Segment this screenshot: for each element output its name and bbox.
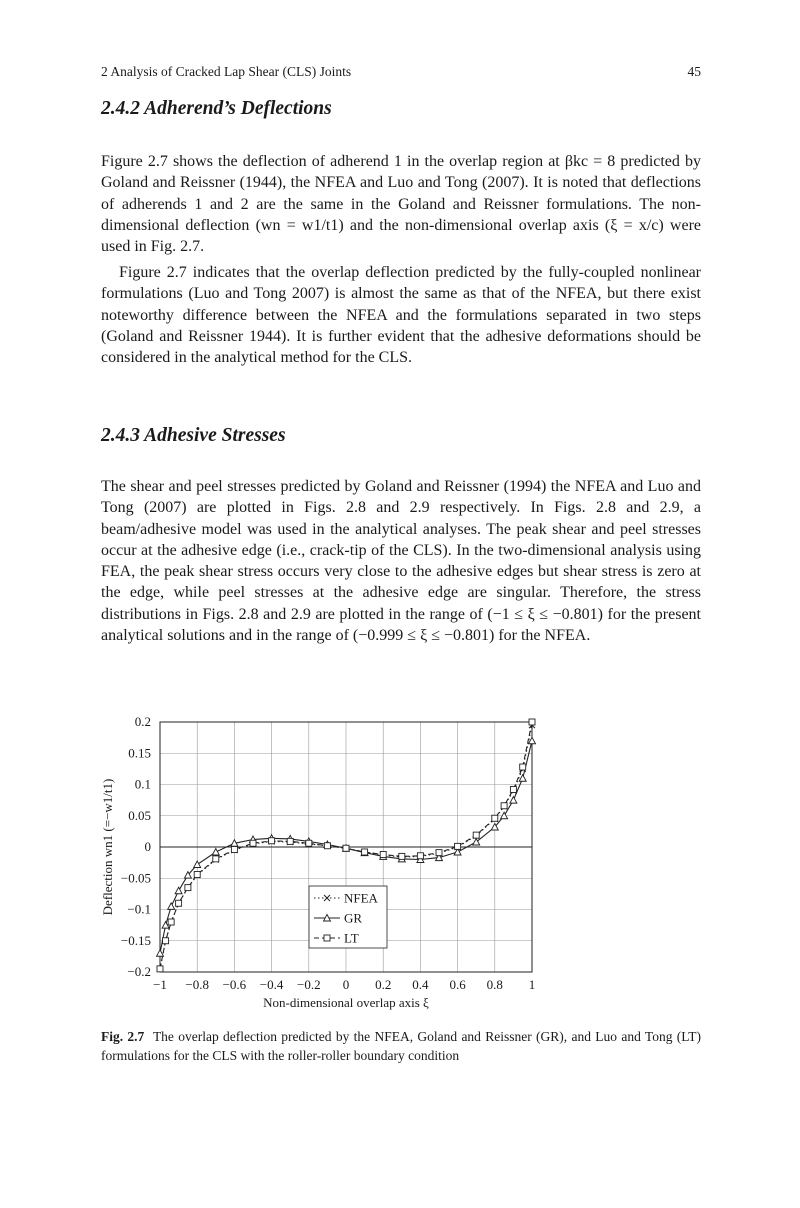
x-tick-label: 0.4 [412,977,429,992]
data-point-lt [231,847,237,853]
y-tick-label: 0.1 [134,776,151,792]
x-tick-label: −1 [153,977,167,992]
x-tick-label: 1 [528,977,536,992]
data-point-gr [212,849,219,856]
chart-legend [309,886,387,948]
y-tick-label: −0.2 [127,964,151,979]
running-title: 2 Analysis of Cracked Lap Shear (CLS) Joints [101,64,352,79]
legend-label-nfea: NFEA [344,890,378,906]
data-point-lt [324,843,330,849]
data-point-lt [501,803,507,809]
y-tick-label: 0.15 [128,745,151,761]
data-point-lt [157,966,163,972]
data-point-lt [176,900,182,906]
data-point-gr [194,861,201,868]
section-heading-deflections: 2.4.2 Adherend’s Deflections [101,98,332,119]
deflection-chart [90,710,560,1020]
x-tick-label: 0 [342,977,350,992]
legend-label-lt: LT [344,930,359,946]
data-point-gr [168,903,175,910]
data-point-lt [343,845,349,851]
x-tick-label: −0.4 [259,977,284,992]
data-point-gr [157,950,164,957]
x-axis-label: Non-dimensional overlap axis ξ [263,995,429,1010]
data-point-lt [529,719,535,725]
data-point-lt [250,840,256,846]
data-point-lt [520,764,526,770]
y-tick-label: −0.05 [120,870,151,886]
x-tick-label: −0.6 [222,977,247,992]
data-point-lt [492,815,498,821]
data-point-lt [362,849,368,855]
data-point-gr [529,737,536,744]
y-tick-label: 0.05 [128,807,151,823]
page-number: 45 [687,64,701,79]
x-tick-label: 0.8 [486,977,503,992]
data-point-lt [185,885,191,891]
figure-caption [101,1027,701,1065]
data-point-lt [168,919,174,925]
y-axis-label: Deflection wn1 (=−w1/t1) [100,778,115,916]
data-point-lt [510,787,516,793]
x-tick-labels [153,977,535,992]
x-tick-label: 0.6 [449,977,466,992]
data-point-lt [163,938,169,944]
data-point-lt [213,856,219,862]
caption-text: The overlap deflection predicted by the NFEA, Goland and Reissner (GR), and Luo and Tong (LT) formulations for the CLS with the roller-roller boundary condition [101,1029,702,1063]
legend-label-gr: GR [344,910,363,926]
data-point-gr [519,775,526,782]
paragraph-deflections-2: Figure 2.7 indicates that the overlap deflection predicted by the fully-coupled nonlinear formulations (Luo and Tong 2007) is almost the same as that of the NFEA, but there exist noteworthy difference between the NFEA and the formulations separated in two steps (Goland and Reissner 1944). It is further evident that the adhesive deformations should be considered in the analytical method for the CLS. [101,264,701,367]
section-heading-adhesive-stresses: 2.4.3 Adhesive Stresses [101,425,286,446]
data-point-lt [269,838,275,844]
x-tick-label: −0.8 [185,977,209,992]
y-tick-labels [121,714,151,979]
data-point-lt [399,853,405,859]
caption-label: Fig. 2.7 [101,1029,145,1044]
data-point-lt [287,838,293,844]
data-point-lt [194,872,200,878]
paragraph-adhesive-stresses: The shear and peel stresses predicted by Goland and Reissner (1994) the NFEA and Luo and Tong (2007) are plotted in Figs. 2.8 and 2.9 respectively. In Figs. 2.8 and 2.9, a beam/adhesive model was used in the analytical analyses. The peak shear and peel stresses occur at the adhesive edge (i.e., crack-tip of the CLS). In the two-dimensional analysis using FEA, the peak shear stress occurs very close to the adhesive edges but shear stress is zero at the edge, while peel stresses at the adhesive edge are singular. Therefore, the stress distributions in Figs. 2.8 and 2.9 are plotted in the range of (−1 ≤ ξ ≤ −0.801) for the present analytical solutions and in the range of (−0.999 ≤ ξ ≤ −0.801) for the NFEA. [101,478,701,645]
data-point-gr [510,797,517,804]
data-point-lt [455,843,461,849]
y-tick-label: −0.1 [127,901,151,917]
x-tick-label: −0.2 [297,977,321,992]
data-point-lt [380,852,386,858]
data-point-gr [175,887,182,894]
y-tick-label: 0.2 [134,714,151,729]
running-header [101,64,701,80]
data-point-lt [417,853,423,859]
paragraph-deflections-1: Figure 2.7 shows the deflection of adherend 1 in the overlap region at βkc = 8 predicted by Goland and Reissner (1944), the NFEA and Luo and Tong (2007). It is noted that deflections of adherends 1 and 2 are the same in the Goland and Reissner formulations. The non-dimensional deflection (wn = w1/t1) and the non-dimensional overlap axis (ξ = x/c) were used in Fig. 2.7. [101,153,701,256]
data-point-lt [436,850,442,856]
y-tick-label: 0 [144,839,151,854]
legend-marker-lt [324,935,330,941]
data-point-lt [306,840,312,846]
y-tick-label: −0.15 [120,932,151,948]
data-point-lt [473,832,479,838]
x-tick-label: 0.2 [375,977,392,992]
